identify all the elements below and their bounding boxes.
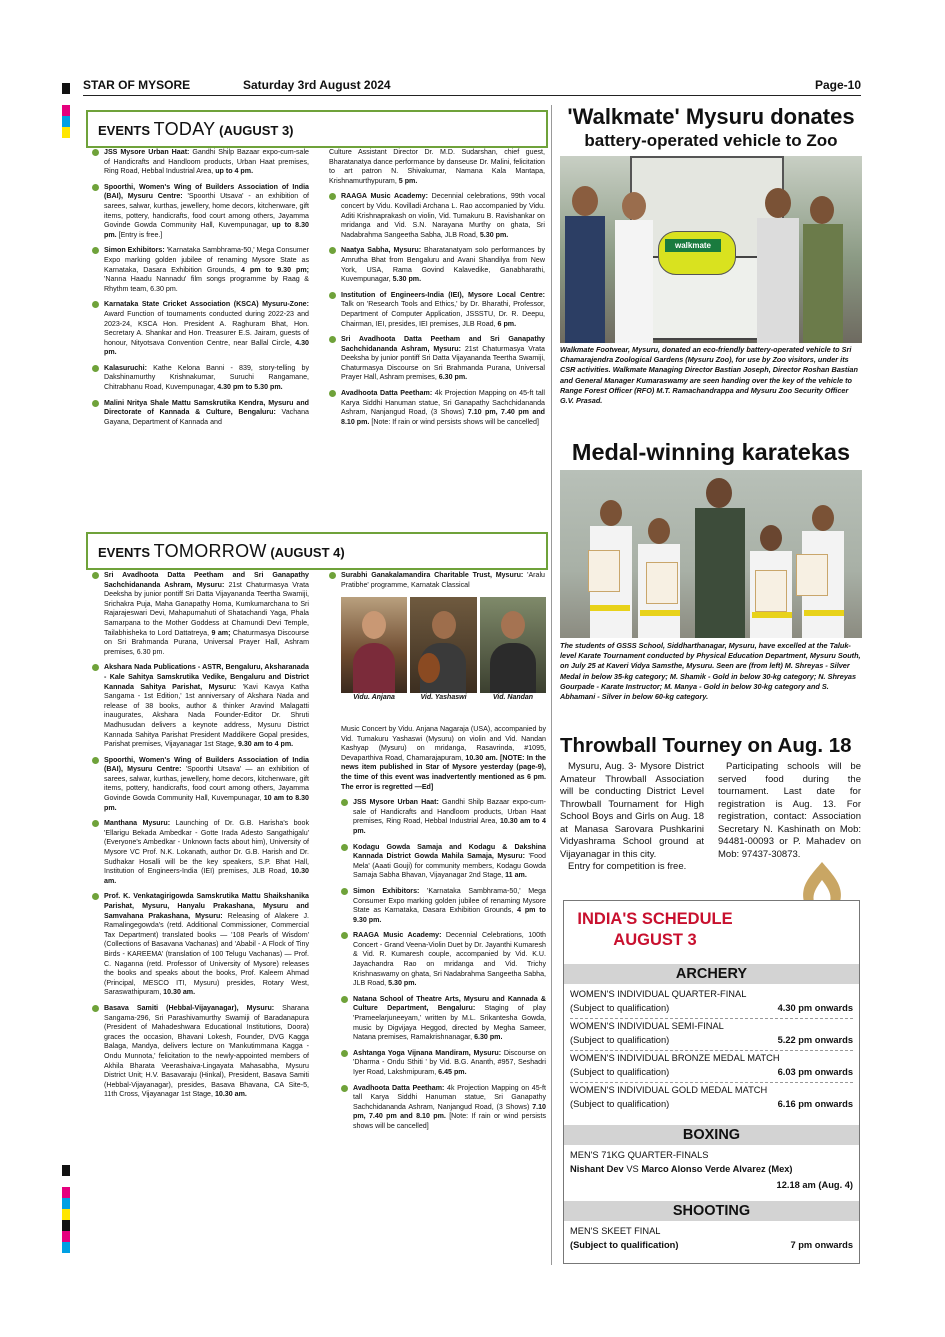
event-title: Karnataka State Cricket Association (KSCA) Mysuru-Zone: xyxy=(104,300,309,309)
event-item xyxy=(341,843,546,881)
throwball-text-2: Participating schools will be served food during the tournament. Last date for registration is Aug. 13. For registration, contact: Association Secretary N. Kashinath on Mob: 94481-00093 or P. Mahadev on Mob: 97437-30873. xyxy=(718,761,861,860)
event-body: 'Aralu Pratibhe' programme, Karnatak Classical xyxy=(341,571,545,589)
event-time: 4 pm to 9.30 pm. xyxy=(353,906,546,924)
event-title: Simon Exhibitors: xyxy=(353,886,420,895)
walkmate-caption: Walkmate Footwear, Mysuru, donated an eco-friendly battery-operated vehicle to Sri Chamarajendra Zoological Gardens (Mysuru Zoo), for use by Zoo visitors, under its CSR activities. Walkmate Managing Director Bastian Joseph, Director Roshan Bastian and General Manager Kumaraswamy are seen handing over the key of the vehicle to Range Forest Officer (RFO) M.T. Ramachandrappa and Mysuru Zoo Security Officer G.V. Prasad. xyxy=(560,345,858,406)
publication-name: STAR OF MYSORE xyxy=(83,78,191,92)
event-title: Surabhi Ganakalamandira Charitable Trust, Mysuru: xyxy=(341,571,524,579)
event-time: 5.30 pm. xyxy=(392,275,422,284)
event-body: Gandhi Shilp Bazaar expo-cum-sale of Handicrafts and Handloom products, Urban Haat premises, Ring Road, Hebbal Industrial Area, xyxy=(104,148,309,176)
events-tomorrow-column-2 xyxy=(341,725,546,1138)
event-time: 10 am to 8.30 pm. xyxy=(104,794,309,812)
events-tomorrow-column-2-top xyxy=(329,571,545,596)
event-body: 'Kavi Kavya Katha Sangama - 1st Edition,' 1st anniversary of Akshara Nada and release of 38 books, author & thinker Aravind Malagatti inaugurates, Akshara Nada Founder-Editor Dr. Shruti Madhusudan delivers a keynote address, Mysuru District Kannada Sahitya Parishat President Maddikere Gopal presides, Parishat premises, Vijayanagar 1st Stage, xyxy=(104,682,309,749)
archery-band: ARCHERY xyxy=(564,964,859,984)
event-time: 4 pm to 9.30 pm; xyxy=(241,265,309,274)
events-today-column-1 xyxy=(92,148,309,433)
event-body: Bharatanatyam solo performances by Amrutha Bhat from Bengaluru and Avani Shandilya from New York, USA, Rama Govind Kalavedike, Ganabharathi, Kuvempunagar, xyxy=(341,246,545,284)
event-item xyxy=(329,246,545,284)
event-item xyxy=(341,798,546,836)
event-time: 4.30 pm to 5.30 pm. xyxy=(217,383,283,392)
event-title: Kodagu Gowda Samaja and Kodagu & Dakshina Kannada District Gowda Mahila Samaja, Mysuru: xyxy=(353,842,546,861)
event-body: Award Function of tournaments conducted during 2022-23 and 2023-24, KSCA Hon. President A. Raghuram Bhat, Hon. Secretary A. Shankar and Hon. Treasurer E.S. Jairam, guests of honour, Nityotsava Convention Centre, near Ballal Circle, xyxy=(104,309,309,347)
event-body: Gandhi Shilp Bazaar expo-cum-sale of Handicrafts and Handloom products, Urban Haat premises, Ring Road, Hebbal Industrial Area, xyxy=(353,798,546,826)
event-title: Prof. K. Venkatagirigowda Samskrutika Mattu Shaikshanika Parishat, Mysuru, Hanyalu Prakashana, Mysuru and Samvahana Prakashana, Mysuru: xyxy=(104,892,309,920)
events-tomorrow-heading-box xyxy=(86,532,548,570)
event-body: Culture Assistant Director Dr. M.D. Sudarshan, chief guest, Bharatanatya dance performance by danseuse Dr. Malini, felicitation to art patron N. Shivakumar, Namana Kala Mantapa, Krishnamurthypuram, xyxy=(329,148,545,185)
boxing-row: MEN'S 71KG QUARTER-FINALS Nishant Dev VS Marco Alonso Verde Alvarez (Mex) 12.18 am (Aug. 4) xyxy=(570,1150,853,1190)
event-body: 4k Projection Mapping on 45-ft tall Karya Siddhi Hanuman statue, Sri Ganapathy Sachchidananda Ashram, Nanjangud Road, (3 Shows) xyxy=(341,389,545,417)
event-body: Kathe Kelona Banni - 839, story-telling by Dakshinamurthy Krishnakumar, Suruchi Rangamane, Chitrabhanu Road, Kuvempunagar, xyxy=(104,363,309,392)
event-extra: Chaturmasya Discourse on Sri Brahmanda Purana, Universal Prayer Hall, Ashram premises, 6.30 pm. xyxy=(104,628,310,656)
event-item xyxy=(92,399,309,428)
event-body: 21st Chaturmasya Vrata Deeksha by junior pontiff Sri Datta Vijayananda Teertha Swamiji, Srichakra Puja, Maha Ganapathy Homa, Kumkumarchana to Sri Rajarajeswari Devi, Mahapurnahuti of Shatachandi Yaga, Phala Samarpana to the Mother Goddess at Chamundi Devi Temple, Tailabhisheka to Lord Dattatreya, xyxy=(104,580,310,637)
event-extra: [Note: If rain or wind persists shows will be cancelled] xyxy=(369,417,539,426)
event-time: up to 4 pm. xyxy=(215,167,254,176)
event-item xyxy=(329,335,545,383)
event-time: 5.30 pm. xyxy=(388,979,417,988)
event-body: 'Karnataka Sambhrama-50,' Mega Consumer Expo marking golden jubilee of renaming Mysore State as Karnataka, Dasara Exhibition Grounds, xyxy=(104,246,309,274)
event-body: Music Concert by Vidu. Anjana Nagaraja (USA), accompanied by Vid. Tumakuru Yashaswi (Mysuru) on violin and Vid. Nandan Kashyap (Mysuru) on mridanga, Rasavrinda, #1095, Devaparthiva Road, Chamarajapuram, xyxy=(341,725,546,762)
event-item xyxy=(92,364,309,393)
event-title: Sri Avadhoota Datta Peetham and Sri Ganapathy Sachchidananda Ashram, Mysuru: xyxy=(104,571,309,589)
event-title: RAAGA Music Academy: xyxy=(353,931,442,940)
event-time: 6.30 pm. xyxy=(474,1033,503,1042)
registration-marks-top-left xyxy=(62,83,70,138)
caption-nandan: Vid. Nandan xyxy=(492,694,534,701)
events-today-column-2 xyxy=(329,148,545,433)
caption-yashaswi: Vid. Yashaswi xyxy=(420,694,467,701)
event-title: Sri Avadhoota Datta Peetham and Sri Ganapathy Sachchidananda Ashram, Mysuru: xyxy=(341,335,545,353)
event-item xyxy=(329,192,545,240)
event-time: 6 pm. xyxy=(497,319,517,328)
event-time: 10.30 am. xyxy=(104,867,309,885)
event-time: 5 pm. xyxy=(398,176,418,185)
photo-nandan xyxy=(480,597,546,693)
event-extra: [Note: If rain or wind persists shows will be cancelled] xyxy=(353,1112,547,1130)
event-title: Akshara Nada Publications - ASTR, Bengaluru, Aksharanada - Kale Sahitya Samskrutika Vedike, Bengaluru and District Kannada Sahitya Parishat, Mysuru: xyxy=(104,663,309,691)
event-time: 7.10 pm, 7.40 pm and 8.10 pm. xyxy=(353,1102,546,1121)
event-body: 'Spoorthi Utsava' — an exhibition of sarees, salwar, kurthas, jewellery, home decors, kitchenware, gift items, pottery, handicrafts, food court among others, Jayamma Govinde Gowda Community Hall, Kuvempunagar, xyxy=(104,765,310,803)
event-title: Spoorthi, Women's Wing of Builders Association of India (BAI), Mysuru Centre: xyxy=(104,755,309,774)
throwball-headline: Throwball Tourney on Aug. 18 xyxy=(560,734,852,757)
event-item xyxy=(341,725,546,792)
column-divider xyxy=(551,105,552,1265)
event-time: 10.30 am. xyxy=(214,1090,247,1099)
shooting-band: SHOOTING xyxy=(564,1201,859,1221)
event-body: 21st Chaturmasya Vrata Deeksha by junior pontiff Sri Datta Vijayananda Teertha Swamiji, Chaturmasya Discourse on Sri Brahmanda Purana, Universal Prayer Hall, Ashram premises, xyxy=(341,344,545,382)
event-item xyxy=(329,389,545,427)
event-time: 9.30 am to 4 pm. xyxy=(237,740,294,749)
page-header xyxy=(83,78,861,94)
throwball-column-1 xyxy=(560,761,704,874)
event-item xyxy=(92,183,309,241)
event-time: up to 8.30 pm. xyxy=(104,221,309,239)
event-body: Decennial Celebrations, 100th Concert - Grand Veena-Violin Duet by Dr. Jayanthi Kumaresh & Vid. R. Kumaresh couple, accompanied by Vid. K.U. Jayachandra Rao on mridanga and Vid. Trichy Krishnaswamy on ghata, Sri Nadabrahma Sangeetha Sabha, JLB Road, xyxy=(353,931,546,988)
event-title: Malini Nritya Shale Mattu Samskrutika Kendra, Mysuru and Directorate of Kannada & Culture, Bengaluru: xyxy=(104,398,309,417)
header-rule xyxy=(83,95,861,96)
event-title: Simon Exhibitors: xyxy=(104,246,165,255)
walkmate-photo xyxy=(560,156,862,343)
karate-caption: The students of GSSS School, Siddharthanagar, Mysuru, have excelled at the Taluk-level Karate Tournament conducted by Physical Education Department, Mysuru South, on July 25 at Kaveri Vidya Samsthe, Mysuru. Seen are (from left) M. Shreyas - Silver Medal in below 35-kg category; M. Shamik - Gold in below 30-kg category; N. Shreyas Gourpade - Karate Instructor; M. Manya - Gold in below 30-kg category and S. Abhamani - Silver in below 60-kg category. xyxy=(560,641,861,702)
event-time: 6.45 pm. xyxy=(438,1068,467,1076)
event-body: Talk on 'Research Tools and Ethics,' by Dr. Bharathi, Professor, Department of Computer Application, JSSSTU, Dr. R. Deepu, Chairman, IEI, presides, IEI premises, JLB Road, xyxy=(341,300,545,328)
boxing-band: BOXING xyxy=(564,1125,859,1145)
event-item xyxy=(92,300,309,358)
event-title: Kalasuruchi: xyxy=(104,363,147,372)
event-item xyxy=(92,819,309,886)
musicians-photo-strip xyxy=(341,597,546,707)
schedule-title: INDIA'S SCHEDULE AUGUST 3 xyxy=(577,910,733,949)
event-time: 5.30 pm. xyxy=(479,230,509,239)
event-item xyxy=(92,246,309,294)
events-today-heading-box xyxy=(86,110,548,148)
walkmate-banner-text: walkmate xyxy=(665,239,721,252)
event-body: Releasing of Alakere J. Ramalingegowda's (retd. Additional Commissioner, Commercial Tax Department) translated books — '108 Pearls of Wisdom' (Collections of Basavana Vachanas) and 'Ababil - A Flock of Tiny Birds - KAREEMA' (translation of 100 Telugu Vachanas) — Prof. C. Naganna (retd. Professor of University of Mysore) releases the books and speaks about the books, Prof. Kaleem Ahmad (Principal, MESCO ITI, Mysuru) presides, Rotary West, Saraswathipuram, xyxy=(104,911,309,997)
event-item xyxy=(92,756,309,814)
event-title: Avadhoota Datta Peetham: xyxy=(341,389,433,398)
walkmate-headline: 'Walkmate' Mysuru donates xyxy=(567,104,855,129)
event-body: Discourse on 'Dharma - Ondu Sthiti ' by Vid. B.G. Ananth, #957, Seshadri Iyer Road, Lakshmipuram, xyxy=(353,1048,546,1076)
events-today-heading: EVENTS TODAY (AUGUST 3) xyxy=(98,119,294,139)
event-time: 10.30 am. xyxy=(163,988,196,997)
event-body: 4k Projection Mapping on 45-ft tall Karya Siddhi Hanuman statue, Sri Ganapathy Sachchidananda Ashram, Nanjangud Road, (3 Shows) xyxy=(353,1083,546,1111)
india-schedule-box: INDIA'S SCHEDULE AUGUST 3 ARCHERY WOMEN'S INDIVIDUAL QUARTER-FINAL (Subject to qualification) 4.30 pm onwards WOMEN'S INDIVIDUAL SEMI-FINAL (Subject to qualification) 5.22 pm onwards WOMEN'S INDIVIDUAL BRONZE MEDAL MATCH (Subject to qualification) 6.03 pm onwards WOMEN'S INDIVIDUAL GOLD MEDAL MATCH (Subject to qualification) 6.16 pm onwards BOXING MEN'S 71KG QUARTER-FINALS Nishant Dev VS Marco Alonso Verde Alvarez (Mex) 12.18 am (Aug. 4) SHOOTING MEN'S SKEET FINAL (Subject to qualification) 7 pm onwards xyxy=(563,900,860,1264)
event-body: Launching of Dr. G.B. Harisha's book 'Ellarigu Bekada Ambedkar - Gotte Irada Adesto Sangathigalu' (Everyone's Ambedkar - Unknown facts about him), University of Mysore VC Prof. N.K. Lokanath, author Dr. G.B. Harish and Dr. Sudhakar Hosalli will be the key speakers, S.P. Bhat Hall, Institution of Engineers-India (IEI) premises, JLB Road, xyxy=(104,819,309,876)
event-item xyxy=(341,995,546,1043)
photo-anjana xyxy=(341,597,407,693)
events-tomorrow-heading: EVENTS TOMORROW (AUGUST 4) xyxy=(98,541,345,561)
event-item xyxy=(329,148,545,186)
walkmate-key-banner xyxy=(658,231,736,275)
event-body: Vachana Gayana, Department of Kannada and xyxy=(104,408,309,426)
event-item xyxy=(341,887,546,925)
event-item xyxy=(92,663,309,749)
event-body: 'Food Mela' (Aaati Gouji) for community members, Kodagu Gowda Samaja Sabha Bhavan, Vijayanagar 2nd Stage, xyxy=(353,852,546,880)
event-item xyxy=(341,931,546,989)
event-body: Sharana Sangama-296, Sri Parashivamurthy Swamiji of Baradanapura (President of Mahadeshwara Educational Institutions, Doora) graces the occasion, Bhavani Lokesh, Founder, DVG Kagga Balaga, Mandya, delivers lecture on 'Mankutimmana Kagga - Ondu Munnota,' felicitation to the newly-appointed members of Akhila Bharata Veerashaiva-Lingayata Mahasabha, Mysuru District Unit; H.V. Basavaraju (Hinkal), President, Basava Samiti (Hebbal-Vijayanagar), presides, Basava Bhavana, CA Site-5, 11th Cross, Vijayanagar 1st Stage, xyxy=(104,1003,310,1099)
photo-yashaswi xyxy=(410,597,477,693)
event-time: 6.30 pm. xyxy=(438,373,468,382)
event-body: 'Karnataka Sambhrama-50,' Mega Consumer Expo marking golden jubilee of renaming Mysore State as Karnataka, Dasara Exhibition Grounds, xyxy=(353,886,546,915)
event-time: 10.30 am. [NOTE: In the news item published in Star of Mysore yesterday (page-9), the time of this event was inadvertently mentioned as 6 pm. The error is regretted —Ed] xyxy=(341,753,546,791)
event-item xyxy=(329,291,545,329)
events-tomorrow-column-1 xyxy=(92,571,309,1106)
event-title: Avadhoota Datta Peetham: xyxy=(353,1083,445,1092)
event-item xyxy=(92,892,309,998)
event-title: Spoorthi, Women's Wing of Builders Association of India (BAI), Mysuru Centre: xyxy=(104,182,309,201)
event-item xyxy=(92,571,309,657)
event-item xyxy=(92,1004,309,1100)
karate-headline: Medal-winning karatekas xyxy=(571,439,851,465)
event-title: JSS Mysore Urban Haat: xyxy=(353,798,439,807)
event-title: Manthana Mysuru: xyxy=(104,819,171,828)
throwball-text-1: Mysuru, Aug. 3- Mysore District Amateur Throwball Association will be conducting District Level Throwball Tournament for High School Boys and Girls on Aug. 18 at Manasa Sarovara Pushkarini Vidyashrama School ground at Vijayanagar in this city. xyxy=(560,761,704,860)
event-title: JSS Mysore Urban Haat: xyxy=(104,148,190,156)
event-body: 'Spoorthi Utsava' - an exhibition of sarees, salwar, kurthas, jewellery, home decors, kitchenware, gift items, pottery, handicrafts, food court among others, Jayamma Govinde Gowda Community Hall, Kuvempunagar, xyxy=(104,192,309,230)
registration-marks-bottom-left xyxy=(62,1165,70,1253)
event-body: Decennial celebrations, 99th vocal concert by Vidu. Kovilladi Archana L. Rao accompanied by Vidu. Aditi Krishnaprakash on violin, Vid. Tumakuru B. Ravishankar on mridanga and Vid. S.N. Narayana Murthy on ghata, Sri Nadabrahma Sangeetha Sabha, JLB Road, xyxy=(341,192,545,239)
karate-photo xyxy=(560,470,862,638)
event-title: Natana School of Theatre Arts, Mysuru and Kannada & Culture Department, Bengaluru: xyxy=(353,994,546,1013)
event-time: 10.30 am to 4 pm. xyxy=(353,817,547,835)
event-title: Ashtanga Yoga Vijnana Mandiram, Mysuru: xyxy=(353,1048,502,1057)
event-time: 9 am; xyxy=(211,628,231,637)
event-title: Institution of Engineers-India (IEI), Mysore Local Centre: xyxy=(341,290,545,299)
walkmate-subheadline: battery-operated vehicle to Zoo xyxy=(584,131,838,150)
event-item xyxy=(92,148,309,177)
event-title: Basava Samiti (Hebbal-Vijayanagar), Mysuru: xyxy=(104,1003,275,1012)
event-item xyxy=(341,1049,546,1078)
event-time: 4.30 pm. xyxy=(104,338,309,357)
event-body: Staging of play 'Prameelarjuneeyam,' written by M.L. Srikantesha Gowda, music by Digvijaya Heggod, directed by Megha Sameer, Natana premises, Ramakrishnanagar, xyxy=(353,1004,546,1042)
page-number: Page-10 xyxy=(814,78,861,92)
event-item xyxy=(341,1084,546,1132)
event-title: Naatya Sabha, Mysuru: xyxy=(341,246,422,255)
event-time: 11 am. xyxy=(505,871,527,880)
throwball-column-2 xyxy=(718,761,861,861)
event-extra: 'Nanna Haadu Nannadu' film songs programme by Raag & Rhythm team, 6.30 pm. xyxy=(104,275,309,293)
event-title: RAAGA Music Academy: xyxy=(341,192,428,201)
event-time: 7.10 pm, 7.40 pm and 8.10 pm. xyxy=(341,408,545,426)
event-item xyxy=(329,571,545,590)
throwball-text-1b: Entry for competition is free. xyxy=(568,861,687,872)
issue-date: Saturday 3rd August 2024 xyxy=(243,78,391,92)
caption-anjana: Vidu. Anjana xyxy=(353,694,395,701)
event-extra: [Entry is free.] xyxy=(116,230,163,239)
